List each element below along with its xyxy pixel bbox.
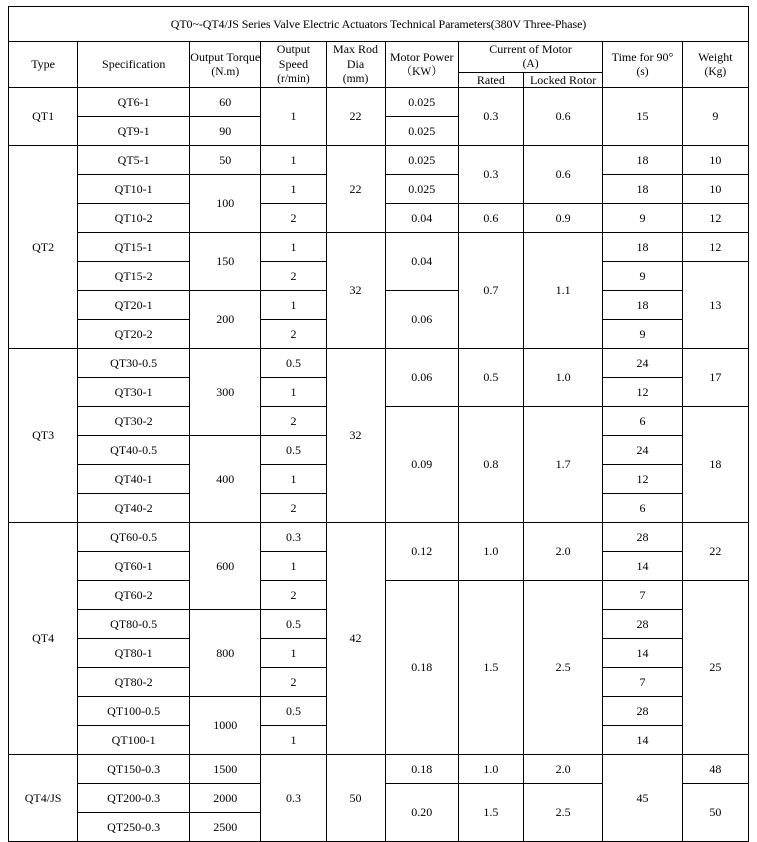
cell-motor-power: 0.20 [385,784,458,842]
cell-weight: 9 [682,88,748,146]
cell-output-torque: 100 [190,175,261,233]
cell-output-speed: 2 [261,262,326,291]
header-max-rod-dia [326,42,385,88]
cell-type: QT3 [9,349,78,523]
table-row [9,146,749,175]
header-current-of-motor-unit: (A) [522,58,539,70]
header-max-rod-dia-label: Max Rod Dia [333,42,379,71]
cell-specification: QT20-1 [78,291,190,320]
header-rated: Rated [458,73,523,88]
cell-weight: 12 [682,233,748,262]
header-current-of-motor-label: Current of Motor [489,42,572,56]
cell-specification: QT30-0.5 [78,349,190,378]
cell-time-for-90: 15 [603,88,682,146]
cell-time-for-90: 14 [603,639,682,668]
cell-time-for-90: 24 [603,349,682,378]
cell-output-speed: 1 [261,639,326,668]
header-weight [682,42,748,88]
cell-locked-rotor-current: 1.7 [523,407,602,523]
cell-motor-power: 0.04 [385,204,458,233]
cell-specification: QT80-0.5 [78,610,190,639]
cell-weight: 18 [682,407,748,523]
cell-output-speed: 1 [261,291,326,320]
header-weight-label: Weight [698,49,733,64]
cell-output-torque: 1500 [190,755,261,784]
cell-time-for-90: 28 [603,697,682,726]
cell-motor-power: 0.06 [385,349,458,407]
cell-locked-rotor-current: 2.0 [523,523,602,581]
cell-max-rod-dia: 22 [326,88,385,146]
cell-locked-rotor-current: 1.0 [523,349,602,407]
parameters-sheet [0,6,757,834]
header-output-speed-label: Output Speed [276,42,311,71]
cell-motor-power: 0.025 [385,88,458,117]
cell-output-speed: 1 [261,726,326,755]
cell-locked-rotor-current: 2.0 [523,755,602,784]
header-locked-rotor: Locked Rotor [523,73,602,88]
cell-output-speed: 1 [261,378,326,407]
cell-specification: QT60-2 [78,581,190,610]
cell-type: QT4 [9,523,78,755]
cell-type: QT2 [9,146,78,349]
cell-rated-current: 0.5 [458,349,523,407]
cell-output-speed: 1 [261,88,326,146]
header-motor-power-unit: （KW） [400,65,443,78]
cell-motor-power: 0.025 [385,117,458,146]
cell-time-for-90: 7 [603,668,682,697]
cell-output-speed: 2 [261,494,326,523]
cell-motor-power: 0.18 [385,755,458,784]
cell-output-torque: 800 [190,610,261,697]
cell-weight: 48 [682,755,748,784]
cell-weight: 12 [682,204,748,233]
cell-motor-power: 0.06 [385,291,458,349]
cell-output-speed: 0.5 [261,610,326,639]
cell-output-speed: 2 [261,204,326,233]
cell-max-rod-dia: 32 [326,349,385,523]
header-output-torque-label: Output Torque [190,49,261,64]
cell-rated-current: 0.6 [458,204,523,233]
cell-time-for-90: 6 [603,494,682,523]
cell-locked-rotor-current: 0.9 [523,204,602,233]
cell-specification: QT5-1 [78,146,190,175]
cell-output-speed: 2 [261,581,326,610]
table-row [9,349,749,378]
cell-motor-power: 0.025 [385,175,458,204]
cell-time-for-90: 9 [603,262,682,291]
cell-locked-rotor-current: 0.6 [523,88,602,146]
cell-time-for-90: 24 [603,436,682,465]
cell-output-torque: 150 [190,233,261,291]
cell-type: QT1 [9,88,78,146]
cell-specification: QT30-1 [78,378,190,407]
cell-time-for-90: 6 [603,407,682,436]
header-type: Type [9,42,78,88]
cell-time-for-90: 18 [603,175,682,204]
cell-max-rod-dia: 32 [326,233,385,349]
cell-output-torque: 1000 [190,697,261,755]
cell-specification: QT60-0.5 [78,523,190,552]
cell-rated-current: 0.8 [458,407,523,523]
cell-specification: QT20-2 [78,320,190,349]
header-time-for-90-label: Time for 90° [611,49,674,64]
cell-motor-power: 0.18 [385,581,458,755]
header-output-speed [261,42,326,88]
cell-output-speed: 2 [261,320,326,349]
cell-output-torque: 300 [190,349,261,436]
cell-specification: QT15-1 [78,233,190,262]
cell-rated-current: 0.3 [458,146,523,204]
cell-weight: 22 [682,523,748,581]
cell-time-for-90: 14 [603,552,682,581]
cell-specification: QT40-0.5 [78,436,190,465]
cell-time-for-90: 45 [603,755,682,842]
header-output-torque [190,42,261,88]
cell-time-for-90: 9 [603,320,682,349]
cell-specification: QT15-2 [78,262,190,291]
cell-specification: QT10-2 [78,204,190,233]
cell-specification: QT9-1 [78,117,190,146]
cell-specification: QT250-0.3 [78,813,190,842]
cell-rated-current: 0.3 [458,88,523,146]
cell-output-speed: 0.3 [261,755,326,842]
cell-rated-current: 1.5 [458,784,523,842]
cell-output-torque: 200 [190,291,261,349]
cell-output-speed: 1 [261,146,326,175]
header-weight-unit: (Kg) [704,65,727,78]
header-motor-power-label: Motor Power [389,49,454,64]
cell-locked-rotor-current: 1.1 [523,233,602,349]
header-row-1 [9,42,749,73]
cell-output-speed: 1 [261,465,326,494]
cell-specification: QT40-1 [78,465,190,494]
header-output-speed-unit: (r/min) [277,73,310,85]
cell-type: QT4/JS [9,755,78,842]
cell-time-for-90: 18 [603,233,682,262]
cell-output-speed: 0.3 [261,523,326,552]
cell-rated-current: 1.0 [458,523,523,581]
technical-parameters-table [8,6,749,842]
cell-max-rod-dia: 42 [326,523,385,755]
cell-specification: QT30-2 [78,407,190,436]
cell-weight: 10 [682,146,748,175]
cell-specification: QT80-2 [78,668,190,697]
cell-specification: QT40-2 [78,494,190,523]
cell-time-for-90: 12 [603,465,682,494]
cell-time-for-90: 7 [603,581,682,610]
cell-specification: QT10-1 [78,175,190,204]
cell-specification: QT100-1 [78,726,190,755]
cell-locked-rotor-current: 2.5 [523,581,602,755]
cell-specification: QT100-0.5 [78,697,190,726]
cell-time-for-90: 28 [603,523,682,552]
cell-weight: 10 [682,175,748,204]
cell-weight: 25 [682,581,748,755]
cell-output-torque: 50 [190,146,261,175]
cell-output-torque: 2500 [190,813,261,842]
cell-time-for-90: 28 [603,610,682,639]
cell-output-torque: 600 [190,523,261,610]
cell-output-speed: 0.5 [261,436,326,465]
table-body [9,7,749,842]
cell-time-for-90: 9 [603,204,682,233]
cell-output-speed: 1 [261,552,326,581]
header-specification: Specification [78,42,190,88]
cell-output-speed: 0.5 [261,349,326,378]
header-output-torque-unit: (N.m) [211,65,240,78]
cell-motor-power: 0.025 [385,146,458,175]
table-row [9,233,749,262]
cell-output-torque: 2000 [190,784,261,813]
cell-specification: QT200-0.3 [78,784,190,813]
page-title: QT0~-QT4/JS Series Valve Electric Actuators Technical Parameters(380V Three-Phase) [9,7,749,42]
cell-max-rod-dia: 22 [326,146,385,233]
cell-locked-rotor-current: 2.5 [523,784,602,842]
cell-motor-power: 0.12 [385,523,458,581]
cell-output-speed: 2 [261,407,326,436]
cell-rated-current: 1.0 [458,755,523,784]
cell-max-rod-dia: 50 [326,755,385,842]
table-row [9,88,749,117]
cell-output-speed: 1 [261,175,326,204]
title-row [9,7,749,42]
cell-specification: QT150-0.3 [78,755,190,784]
table-row [9,755,749,784]
cell-output-speed: 0.5 [261,697,326,726]
cell-motor-power: 0.04 [385,233,458,291]
cell-time-for-90: 18 [603,146,682,175]
header-time-for-90 [603,42,682,88]
cell-specification: QT6-1 [78,88,190,117]
cell-output-torque: 60 [190,88,261,117]
cell-time-for-90: 18 [603,291,682,320]
cell-output-speed: 2 [261,668,326,697]
cell-time-for-90: 14 [603,726,682,755]
header-motor-power [385,42,458,88]
cell-weight: 13 [682,262,748,349]
cell-output-torque: 90 [190,117,261,146]
cell-weight: 17 [682,349,748,407]
cell-locked-rotor-current: 0.6 [523,146,602,204]
cell-specification: QT80-1 [78,639,190,668]
header-current-of-motor [458,42,603,73]
header-max-rod-dia-unit: (mm) [342,73,369,85]
cell-output-speed: 1 [261,233,326,262]
cell-weight: 50 [682,784,748,842]
cell-specification: QT60-1 [78,552,190,581]
table-row [9,523,749,552]
cell-rated-current: 0.7 [458,233,523,349]
cell-time-for-90: 12 [603,378,682,407]
cell-output-torque: 400 [190,436,261,523]
cell-motor-power: 0.09 [385,407,458,523]
cell-rated-current: 1.5 [458,581,523,755]
header-time-for-90-unit: (s) [636,65,649,78]
